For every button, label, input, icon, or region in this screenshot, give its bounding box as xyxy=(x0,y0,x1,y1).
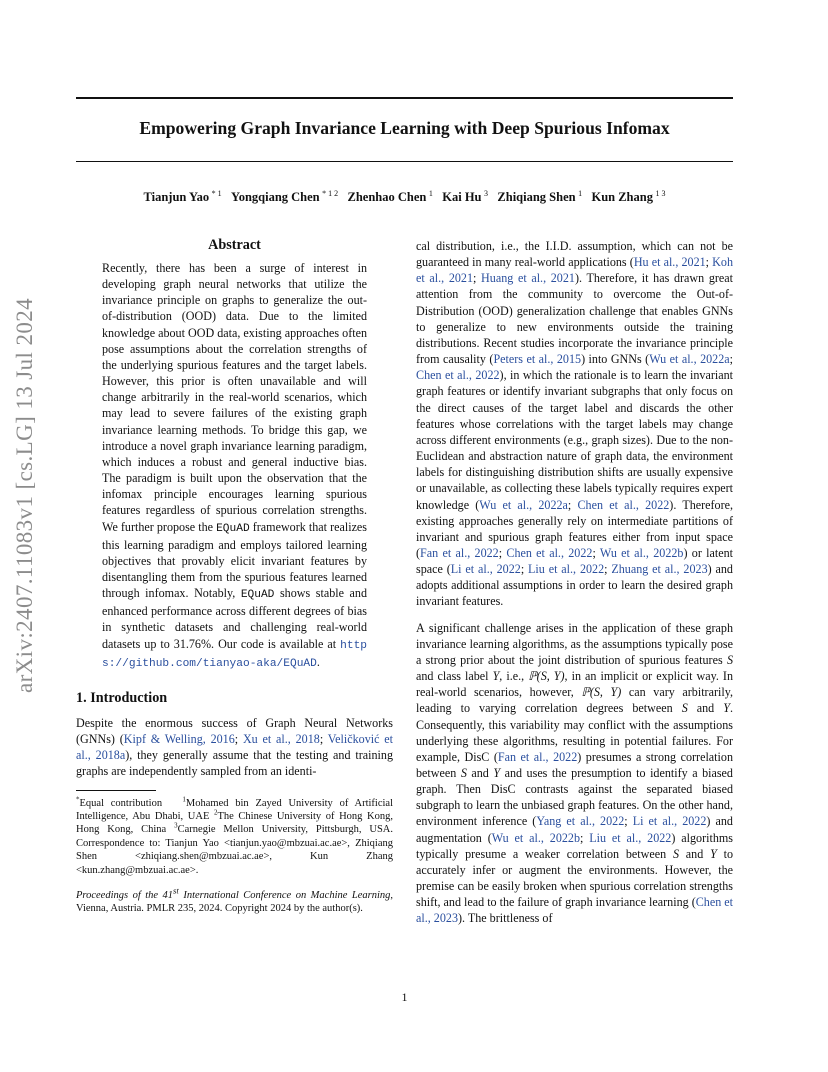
math-symbol: ℙ(S, Y) xyxy=(528,669,565,684)
author-affiliation-marks: * 1 2 xyxy=(322,188,339,198)
citation-link[interactable]: Koh et al., 2021 xyxy=(416,255,733,286)
math-symbol: Y xyxy=(710,846,717,861)
math-symbol: Y xyxy=(493,766,501,780)
right-column xyxy=(416,238,733,937)
proceedings-text: International Conference on Machine Learning xyxy=(178,889,391,901)
paragraph-text: ; xyxy=(604,562,612,577)
citation-link[interactable]: Zhuang et al., 2023 xyxy=(611,562,708,577)
citation-link[interactable]: Huang et al., 2021 xyxy=(481,271,575,286)
paragraph-text: ). Therefore, it has drawn great attention from the community to overcome the Out-of-Distribution (OOD) generalization challenge that enables GNNs to generalize to new environments outside the training distributions. Recent studies incorporate the invariance principle from causality ( xyxy=(416,271,733,367)
abstract-text-part: Recently, there has been a surge of interest in developing graph neural networks that utilize the invariance principle on graphs to generalize the out-of-distribution (OOD) data. Due to the limited knowledge about OOD data, existing approaches often pose assumptions about the correlation strengths of the underlying spurious features and the target labels. However, this prior is often unavailable and will change arbitrarily in the real-world scenarios, which may lead to severe failures of the existing graph invariance learning methods. To bridge this gap, we introduce a novel graph invariance learning paradigm, which induces a robust and general inductive bias. The paradigm is built upon the observation that the infomax principle encourages learning spurious features regardless of spurious correlation strengths. We further propose the xyxy=(102,261,367,534)
abstract-text xyxy=(102,260,367,672)
code-repository-link[interactable]: https://github.com/tianyao-aka/EQuAD xyxy=(102,639,367,670)
footnote-rule xyxy=(76,790,156,791)
footnote-text: Mohamed bin Zayed University of Artificial Intelligence, Abu Dhabi, UAE xyxy=(76,797,393,822)
citation-link[interactable]: Wu et al., 2022b xyxy=(491,830,581,845)
introduction-heading: 1. Introduction xyxy=(76,689,168,706)
paragraph-text: ). Therefore, existing approaches generally rely on intermediate partitions of invariant and spurious graph features either from input space ( xyxy=(416,497,734,560)
citation-link[interactable]: Wu et al., 2022a xyxy=(479,497,568,512)
author xyxy=(231,190,338,204)
citation-link[interactable]: Wu et al., 2022b xyxy=(599,545,684,560)
paragraph-text: , i.e., xyxy=(499,669,529,684)
citation-link[interactable]: Yang et al., 2022 xyxy=(536,814,625,829)
author xyxy=(348,190,433,204)
paragraph-text: and xyxy=(466,766,494,780)
footnote-mark: 1 xyxy=(182,795,186,804)
paragraph-text: ; xyxy=(473,271,482,286)
math-symbol: S xyxy=(460,766,467,780)
abstract-text-part: shows stable and enhanced performance across different degrees of bias in synthetic datasets and challenging real-world datasets up to 31.76%. Our code is available at xyxy=(102,586,367,651)
paragraph-text: and class label xyxy=(416,669,493,684)
paragraph-text: cal distribution, i.e., the I.I.D. assumption, which can not be guaranteed in many real-world applications ( xyxy=(416,239,733,270)
footnote-mark: * xyxy=(76,795,80,804)
paragraph-text: ; xyxy=(498,545,507,560)
footnote-mark: 2 xyxy=(213,808,218,817)
math-symbol: ℙ(S, Y) xyxy=(581,685,622,700)
citation-link[interactable]: Li et al., 2022 xyxy=(450,562,521,577)
paragraph-text: can vary arbitrarily, leading to varying correlation degrees between xyxy=(416,685,733,716)
paragraph-text: ) or latent space ( xyxy=(416,545,734,577)
proceedings-ordinal-suffix: st xyxy=(173,885,179,896)
paragraph-text: ; xyxy=(705,255,713,270)
abstract-text-part: framework that realizes this learning paradigm and employs tailored learning objectives that provably elicit invariant features by disentangling them from the spurious features learned through infomax. Notably, xyxy=(102,519,368,601)
paragraph-text: ; xyxy=(567,497,578,512)
citation-link[interactable]: Chen et al., 2023 xyxy=(416,895,734,926)
author-affiliation-marks: 1 xyxy=(428,188,433,198)
author-list xyxy=(76,190,733,205)
citation-link[interactable]: Fan et al., 2022 xyxy=(497,749,578,764)
affiliation-footnote xyxy=(76,797,393,877)
author-affiliation-marks: * 1 xyxy=(211,188,222,198)
citation-link[interactable]: Chen et al., 2022 xyxy=(577,497,670,512)
introduction-paragraph xyxy=(416,238,733,610)
paragraph-text: ; xyxy=(520,562,529,577)
math-symbol: S xyxy=(672,846,680,861)
page-number: 1 xyxy=(401,990,408,1004)
citation-link[interactable]: Peters et al., 2015 xyxy=(493,352,582,367)
introduction-paragraph xyxy=(416,620,733,927)
title-rule-top xyxy=(76,97,733,99)
math-symbol: Y xyxy=(492,669,500,684)
intro-text-part: ; xyxy=(234,732,243,747)
abstract-heading: Abstract xyxy=(208,237,261,253)
author xyxy=(442,190,488,204)
introduction-paragraph xyxy=(76,715,393,780)
proceedings-text: Proceedings of the xyxy=(76,889,163,901)
paragraph-text: ) presumes a strong correlation between xyxy=(416,749,733,780)
proceedings-ordinal: 41 xyxy=(162,889,174,901)
paragraph-text: ) algorithms typically presume a weaker correlation between xyxy=(416,830,733,861)
arxiv-identifier-stamp[interactable]: arXiv:2407.11083v1 [cs.LG] 13 Jul 2024 xyxy=(12,297,37,693)
author-affiliation-marks: 3 xyxy=(484,188,489,198)
paper-title: Empowering Graph Invariance Learning with Deep Spurious Infomax xyxy=(139,118,670,138)
paragraph-text: ) and augmentation ( xyxy=(416,814,733,845)
paragraph-text: . Consequently, this variability may conflict with the assumptions underlying these algorithms, resulting in potential failures. For example, DisC ( xyxy=(416,701,734,764)
author-name: Zhenhao Chen xyxy=(347,190,427,204)
framework-name: EQuAD xyxy=(216,522,250,535)
math-symbol: Y xyxy=(723,701,730,716)
proceedings-text: , Vienna, Austria. PMLR 235, 2024. Copyright 2024 by the author(s). xyxy=(76,889,393,915)
citation-link[interactable]: Wu et al., 2022a xyxy=(649,352,730,367)
citation-link[interactable]: Liu et al., 2022 xyxy=(589,830,672,845)
paragraph-text: ; xyxy=(580,830,590,845)
math-symbol: S xyxy=(681,701,688,716)
footnote-text: Equal contribution xyxy=(79,797,163,809)
citation-link[interactable]: Veličković et al., 2018a xyxy=(76,732,394,763)
citation-link[interactable]: Fan et al., 2022 xyxy=(420,545,499,560)
paragraph-text: ), in which the rationale is to learn the invariant graph features or identify invariant subgraphs that only focus on the direct causes of the target label and discards the other features whose correlations with the target labels may change across different environments (e.g., graph sizes). Due to the non-Euclidean and abstraction nature of graph data, the environment labels for distinguishing distribution shifts are usually expensive or unavailable, as collecting these labels typically requires expert knowledge ( xyxy=(416,368,733,512)
citation-link[interactable]: Liu et al., 2022 xyxy=(528,562,605,577)
paragraph-text: to accurately infer or augment the environments. However, the premise can be easily broken when spurious correlation strengths shift, and lead to the failure of graph invariance learning ( xyxy=(416,846,733,910)
intro-text-part: ), they generally assume that the testing and training graphs are independently sampled from an identi- xyxy=(76,748,393,779)
author xyxy=(591,190,665,204)
author-name: Kai Hu xyxy=(442,190,482,204)
paragraph-text: and uses the presumption to identify a biased graph. Then DisC contrasts against the separated biased subgraph to learn the unbiased graph features. On the other hand, environment inference ( xyxy=(416,766,733,829)
paragraph-text: and xyxy=(687,701,724,716)
paragraph-text: ; xyxy=(729,352,733,367)
paragraph-text: and xyxy=(679,846,711,861)
citation-link[interactable]: Li et al., 2022 xyxy=(632,814,707,829)
paragraph-text: , in an implicit or explicit way. In real-world scenarios, however, xyxy=(416,669,734,700)
intro-text-part: ; xyxy=(319,732,328,747)
author-name: Kun Zhang xyxy=(591,190,653,204)
author-affiliation-marks: 1 xyxy=(578,188,583,198)
author-affiliation-marks: 1 3 xyxy=(655,188,666,198)
citation-link[interactable]: Kipf & Welling, 2016 xyxy=(123,732,235,747)
author-name: Yongqiang Chen xyxy=(231,190,320,204)
footnote-text: Carnegie Mellon University, Pittsburgh, USA. Correspondence to: Tianjun Yao <tianjun.yao@mbzuai.ac.ae>, Zhiqiang Shen <zhiqiang.shen@mbzuai.ac.ae>, Kun Zhang <kun.zhang@mbzuai.ac.ae>. xyxy=(76,824,394,876)
footnote-text: The Chinese University of Hong Kong, Hong Kong, China xyxy=(76,810,393,836)
citation-link[interactable]: Xu et al., 2018 xyxy=(242,732,320,747)
paragraph-text: ). The brittleness of xyxy=(458,911,553,926)
abstract-text-part: . xyxy=(316,654,320,669)
author-name: Zhiqiang Shen xyxy=(497,190,576,204)
proceedings-note xyxy=(76,885,393,916)
footnote-mark: 3 xyxy=(174,821,178,830)
left-column xyxy=(76,235,393,916)
paragraph-text: ) into GNNs ( xyxy=(581,352,650,367)
framework-name: EQuAD xyxy=(240,589,275,602)
paragraph-text: A significant challenge arises in the application of these graph invariance learning algorithms, as the assumptions typically pose a strong prior about the joint distribution of spurious features xyxy=(416,620,733,667)
citation-link[interactable]: Chen et al., 2022 xyxy=(506,545,593,560)
paragraph-text: ; xyxy=(592,545,600,560)
author xyxy=(144,190,222,204)
paragraph-text: ; xyxy=(624,814,633,829)
title-rule-bottom xyxy=(76,161,733,162)
author xyxy=(497,190,582,204)
paragraph-text: ) and adopts additional assumptions in order to learn the desired graph invariant features. xyxy=(416,562,733,609)
author-name: Tianjun Yao xyxy=(143,190,210,204)
citation-link[interactable]: Chen et al., 2022 xyxy=(416,368,500,383)
math-symbol: S xyxy=(726,652,733,667)
citation-link[interactable]: Hu et al., 2021 xyxy=(633,255,706,270)
intro-text-part: Despite the enormous success of Graph Neural Networks (GNNs) ( xyxy=(76,715,393,747)
